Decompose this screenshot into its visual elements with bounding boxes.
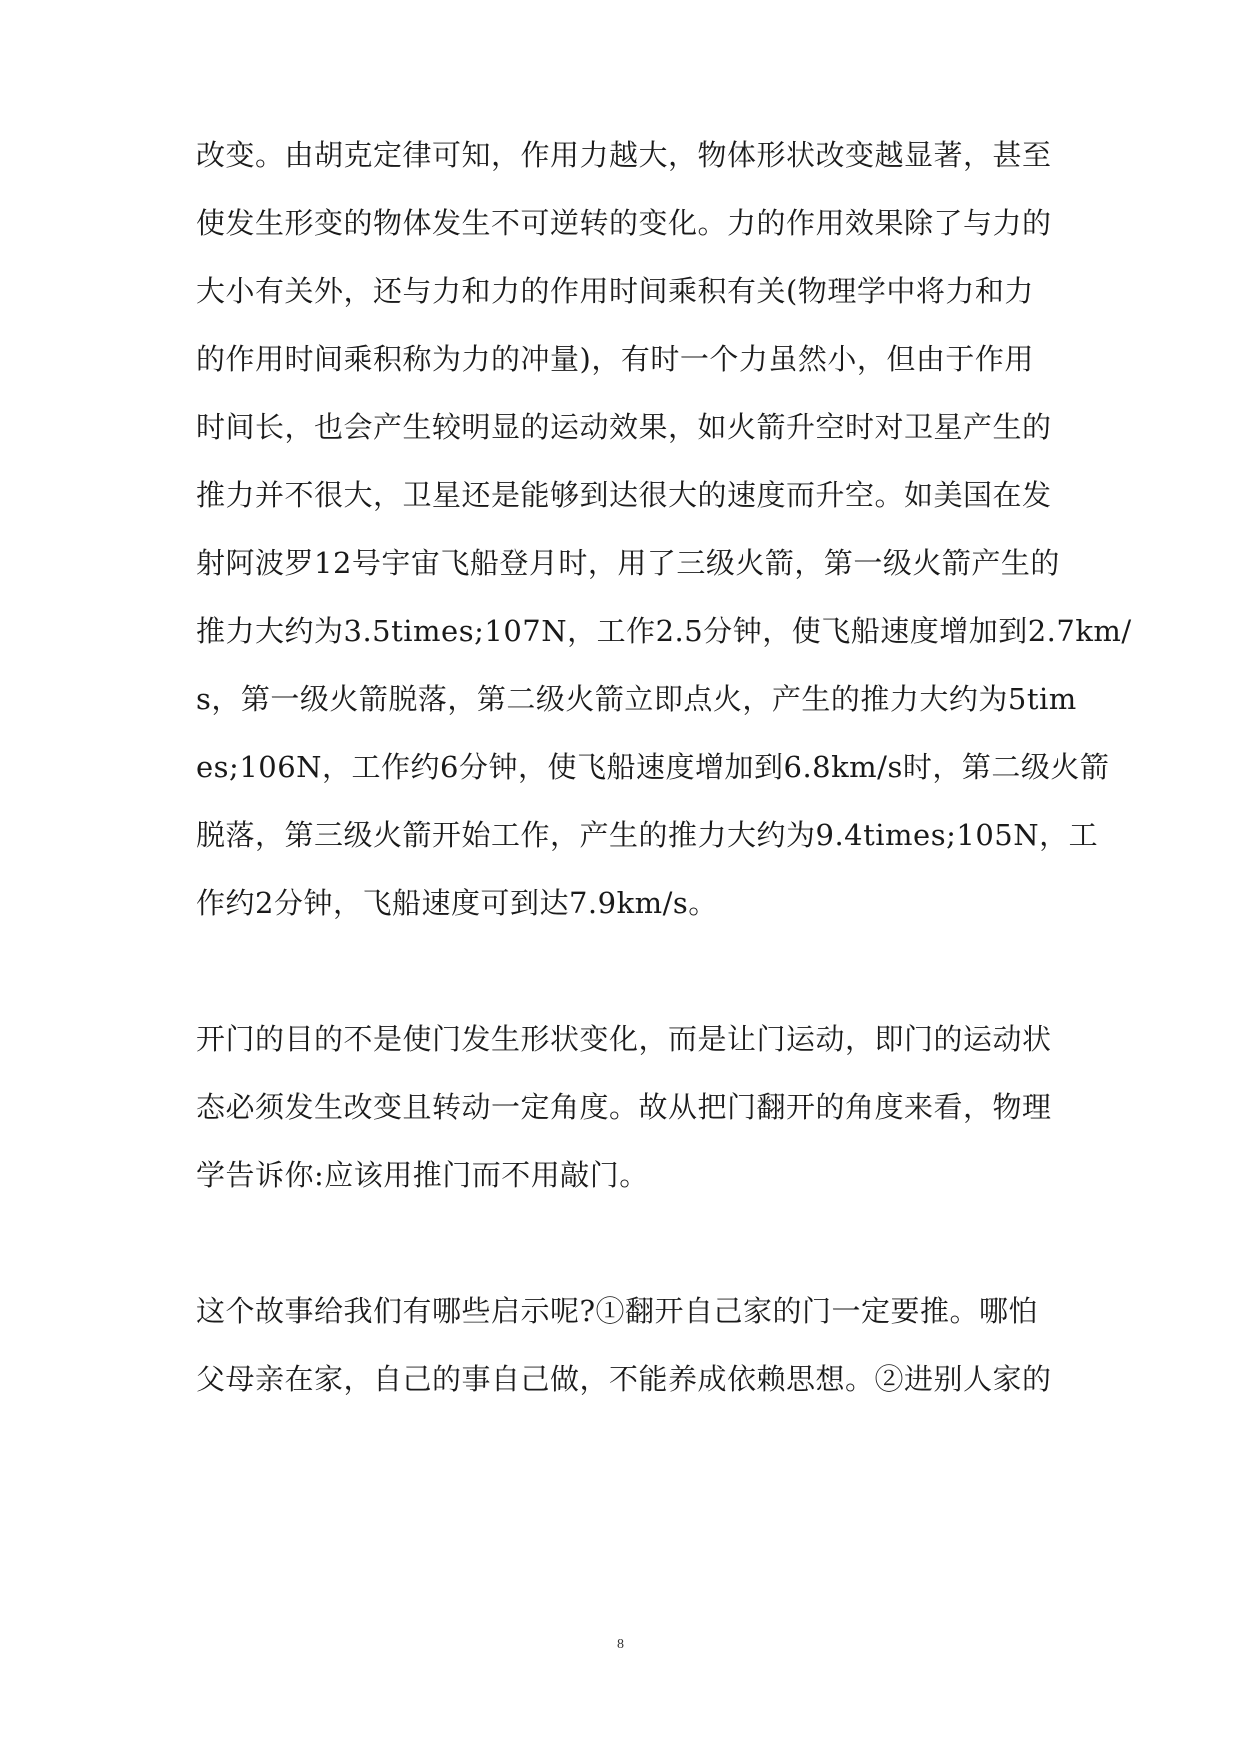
paragraph-1-line-7: 射阿波罗12号宇宙飞船登月时，用了三级火箭，第一级火箭产生的 <box>196 546 1060 580</box>
paragraph-1-line-11: 脱落，第三级火箭开始工作，产生的推力大约为9.4times;105N，工 <box>196 818 1099 852</box>
paragraph-1-line-1: 改变。由胡克定律可知，作用力越大，物体形状改变越显著，甚至 <box>196 138 1052 172</box>
paragraph-1-line-6: 推力并不很大，卫星还是能够到达很大的速度而升空。如美国在发 <box>196 478 1052 512</box>
paragraph-3-line-1: 这个故事给我们有哪些启示呢?①翻开自己家的门一定要推。哪怕 <box>196 1294 1039 1328</box>
paragraph-1-line-12: 作约2分钟，飞船速度可到达7.9km/s。 <box>196 886 718 920</box>
paragraph-1-line-10: es;106N，工作约6分钟，使飞船速度增加到6.8km/s时，第二级火箭 <box>196 750 1110 784</box>
paragraph-1-line-9: s，第一级火箭脱落，第二级火箭立即点火，产生的推力大约为5tim <box>196 682 1077 716</box>
paragraph-1-line-3: 大小有关外，还与力和力的作用时间乘积有关(物理学中将力和力 <box>196 274 1034 308</box>
page-number: 8 <box>617 1637 624 1652</box>
paragraph-2-line-2: 态必须发生改变且转动一定角度。故从把门翻开的角度来看，物理 <box>196 1090 1052 1124</box>
paragraph-2-line-3: 学告诉你:应该用推门而不用敲门。 <box>196 1158 649 1192</box>
paragraph-1-line-2: 使发生形变的物体发生不可逆转的变化。力的作用效果除了与力的 <box>196 206 1052 240</box>
paragraph-2-line-1: 开门的目的不是使门发生形状变化，而是让门运动，即门的运动状 <box>196 1022 1052 1056</box>
paragraph-1-line-5: 时间长，也会产生较明显的运动效果，如火箭升空时对卫星产生的 <box>196 410 1052 444</box>
paragraph-3-line-2: 父母亲在家，自己的事自己做，不能养成依赖思想。②进别人家的 <box>196 1362 1052 1396</box>
paragraph-1-line-8: 推力大约为3.5times;107N，工作2.5分钟，使飞船速度增加到2.7km/ <box>196 614 1132 648</box>
paragraph-1-line-4: 的作用时间乘积称为力的冲量)，有时一个力虽然小，但由于作用 <box>196 342 1034 376</box>
